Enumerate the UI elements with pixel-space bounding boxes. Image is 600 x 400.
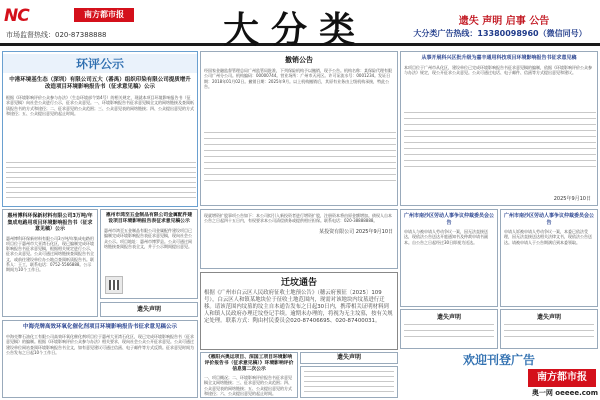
- notice-capital-increase: [200, 209, 398, 269]
- notice-title: 中港环境基生态（深圳）有限公司五大（番禺）组织印染有限公司提质增升改造项目环境影响报告书（征求意见稿）公示: [9, 77, 191, 90]
- notice-title: 广州市南沙区劳动人事争议仲裁委员会公告: [404, 213, 495, 226]
- advertise-banner: [400, 351, 598, 398]
- notice-title: 迁坟通告: [280, 278, 317, 288]
- qr-code: [105, 276, 123, 294]
- notice-arbitration-2: [500, 209, 598, 307]
- notice-title: 遗失声明: [336, 354, 361, 361]
- hotline-text: 市场监督热线：020-87388888: [6, 31, 107, 39]
- notice-arbitration-1: [400, 209, 498, 307]
- brand-badge: 南方都市报: [74, 8, 134, 22]
- notice-title: 惠州市鸿至五金制品有限公司金属配件建设项目环境影响报告表征求意见稿公示: [105, 213, 193, 224]
- notice-revocation: [200, 51, 398, 206]
- notice-title: 遗失声明: [136, 306, 161, 313]
- signature-line: 某投资有限公司 2025年9月10日: [319, 228, 393, 235]
- notice-title: 中海壳牌高效环氧化催化剂项目环境影响报告书征求意见稿公示: [22, 324, 177, 330]
- notice-eia-second: [200, 352, 298, 398]
- filler-lines: [401, 112, 598, 192]
- lost-notice: [300, 352, 398, 364]
- notice-body: 惠州博科环保新材料有限公司3万吨/年集成电路用项目位于惠州市大亚湾石化区，现已编制完成环境影响报告书征求意见稿，根据相关规定进行公示，征求公众意见。公众可通过网络链接查阅报告书全文，或前往建设单位办公地点查阅纸质报告书。联系人：王工，联系电话：0752-5566888。公示期间为10个工作日。: [6, 235, 94, 273]
- notice-body: 根据《环境影响评价公众参与办法》（生态环境部令第4号）的相关规定，现就本项目环境影响报告书（征求意见稿）向社会公众进行公示，征求公众意见。一、环境影响报告书征求意见稿全文的网络链接及查阅纸质报告书的方式和途径；二、征求意见的公众范围；三、公众意见表的网络链接；四、公众提出意见的方式和途径；五、公众提出意见的起止时间。: [6, 95, 194, 116]
- notice-title: 撤销公告: [285, 56, 313, 64]
- notice-grave-relocation: [200, 272, 398, 350]
- website-footer: 奥一网 oeeee.com: [531, 389, 598, 397]
- notice-eia-textile: [2, 51, 198, 207]
- notice-body: 现就增资扩股事项公告如下：本公司拟引入新投资者进行增资扩股，注册资本将由原金额增加。债权人自本公告之日起四十五日内，有权要求本公司清偿债务或提供相应担保。联系电话：020-38888888。: [204, 213, 392, 224]
- masthead: [0, 0, 600, 51]
- category-subtitle: 遗失 声明 启事 公告: [458, 16, 550, 27]
- section-heading: 环评公示: [3, 54, 197, 73]
- notice-body: 本项目位于广州市从化区，建设单位已完成环境影响报告书征求意见稿的编制，依据《环境影响评价公众参与办法》规定，现公开征求公众意见。公众可通过电话、电子邮件、信函等方式提出意见和建议。: [404, 64, 592, 75]
- page-title: 大分类: [222, 9, 367, 51]
- notice-eia-conghua: [400, 51, 598, 206]
- filler-lines: [201, 132, 398, 202]
- notice-title: 遗失声明: [536, 314, 561, 321]
- notice-eia-materials: [2, 209, 98, 317]
- notice-body: 申请人与被申请人劳动争议一案，因无法直接送达，现依法公告送达开庭通知书及仲裁申请书副本。自公告之日起经过30日即视为送达。: [404, 229, 488, 245]
- filler-lines: [3, 162, 198, 207]
- notice-eia-hardware: [100, 209, 198, 299]
- notice-body: 申请人诉被申请人劳动争议一案，本委已依法受理，因无法直接送达相关法律文书，现依法公告送达。请被申请人于公告期满后到本委领取。: [504, 229, 592, 245]
- notice-body: 根据《广州市白云区人民政府征收土地预公告》（穗云府预征〔2025〕109号），白云区人和镇某地块位于征收土地范围内，现需对该地块内坟墓进行迁移。请该范围内坟墓的坟主自本通告发布之日起30日内，携带相关证明材料到人和镇人民政府办理迁坟登记手续。逾期未办理的，将视为无主坟墓，按有关规定处理。联系方式：陶由村民委员会020-87406695、020-87400031。: [204, 290, 393, 324]
- notice-title: 广州市南沙区劳动人事争议仲裁委员会公告: [504, 213, 595, 226]
- advertise-heading: 欢迎刊登广告: [462, 353, 535, 367]
- notice-title: 惠州博科环保新材料有限公司3万吨/年集成电路用项目环境影响报告书（征求意见稿）公示: [7, 213, 93, 232]
- notice-body: 一、项目概况；二、环境影响评价报告书征求意见稿全文网络链接；三、征求意见的公众范围；四、公众意见表的网络链接；五、公众提出意见的方式和途径；六、公众提出意见的起止时间。: [204, 375, 292, 396]
- notice-title: 《惠阳兴奥运项目、深国工项目环境影响评价报告书（征求意见稿）》环境影响评价信息第二次公示: [204, 355, 294, 372]
- newspaper-logo: NC: [4, 6, 29, 26]
- lost-notice: [500, 309, 598, 349]
- signature-line: 2025年9月10日: [553, 196, 591, 202]
- notice-body: 中海壳牌石油化工有限公司高效环氧化催化剂项目位于惠州大亚湾石化区，现已完成环境影响报告书（征求意见稿）的编制。根据《环境影响评价公众参与办法》相关要求，现向社会公众公开征求意见。公众可通过建设单位网站查阅环境影响报告书全文，如有意见建议可通过信函、电子邮件等方式反馈。征求意见时间为公告发布之日起10个工作日。: [6, 334, 194, 355]
- lost-notice: [100, 302, 198, 317]
- notice-title: 从事开展科兴区批升级为嘉丰通用科技项目环境影响报告书征求意见稿: [421, 55, 577, 61]
- lost-notice: [400, 309, 498, 349]
- brand-logo: 南方都市报: [528, 369, 596, 387]
- notice-body: 经国家金融监督管理总局广州监管局批准，下列保险机构予以撤销，现予公告。机构名称：某保险代理有限公司广州分公司。机构编码：00000744。营业场所：广州市天河区。许可证流水号：0001234。发证日期：2018年01月02日。撤销日期：2025年9月。以上机构撤销后，其原有业务由上级机构承接，特此公告。: [204, 68, 392, 89]
- notice-eia-catalyst: [2, 320, 198, 398]
- notice-title: 遗失声明: [436, 314, 461, 321]
- notice-body: 惠州市鸿至五金制品有限公司金属配件建设项目已编制完成环境影响报告表征求意见稿，现向社会公众公示。项目地址：惠州市博罗县。公众可通过网络链接查阅报告表全文，并于公示期间提出意见。: [104, 228, 192, 249]
- ad-hotline: 大分类广告热线：13380098960（微信同号）: [413, 29, 587, 38]
- notice-fragment: [300, 366, 398, 398]
